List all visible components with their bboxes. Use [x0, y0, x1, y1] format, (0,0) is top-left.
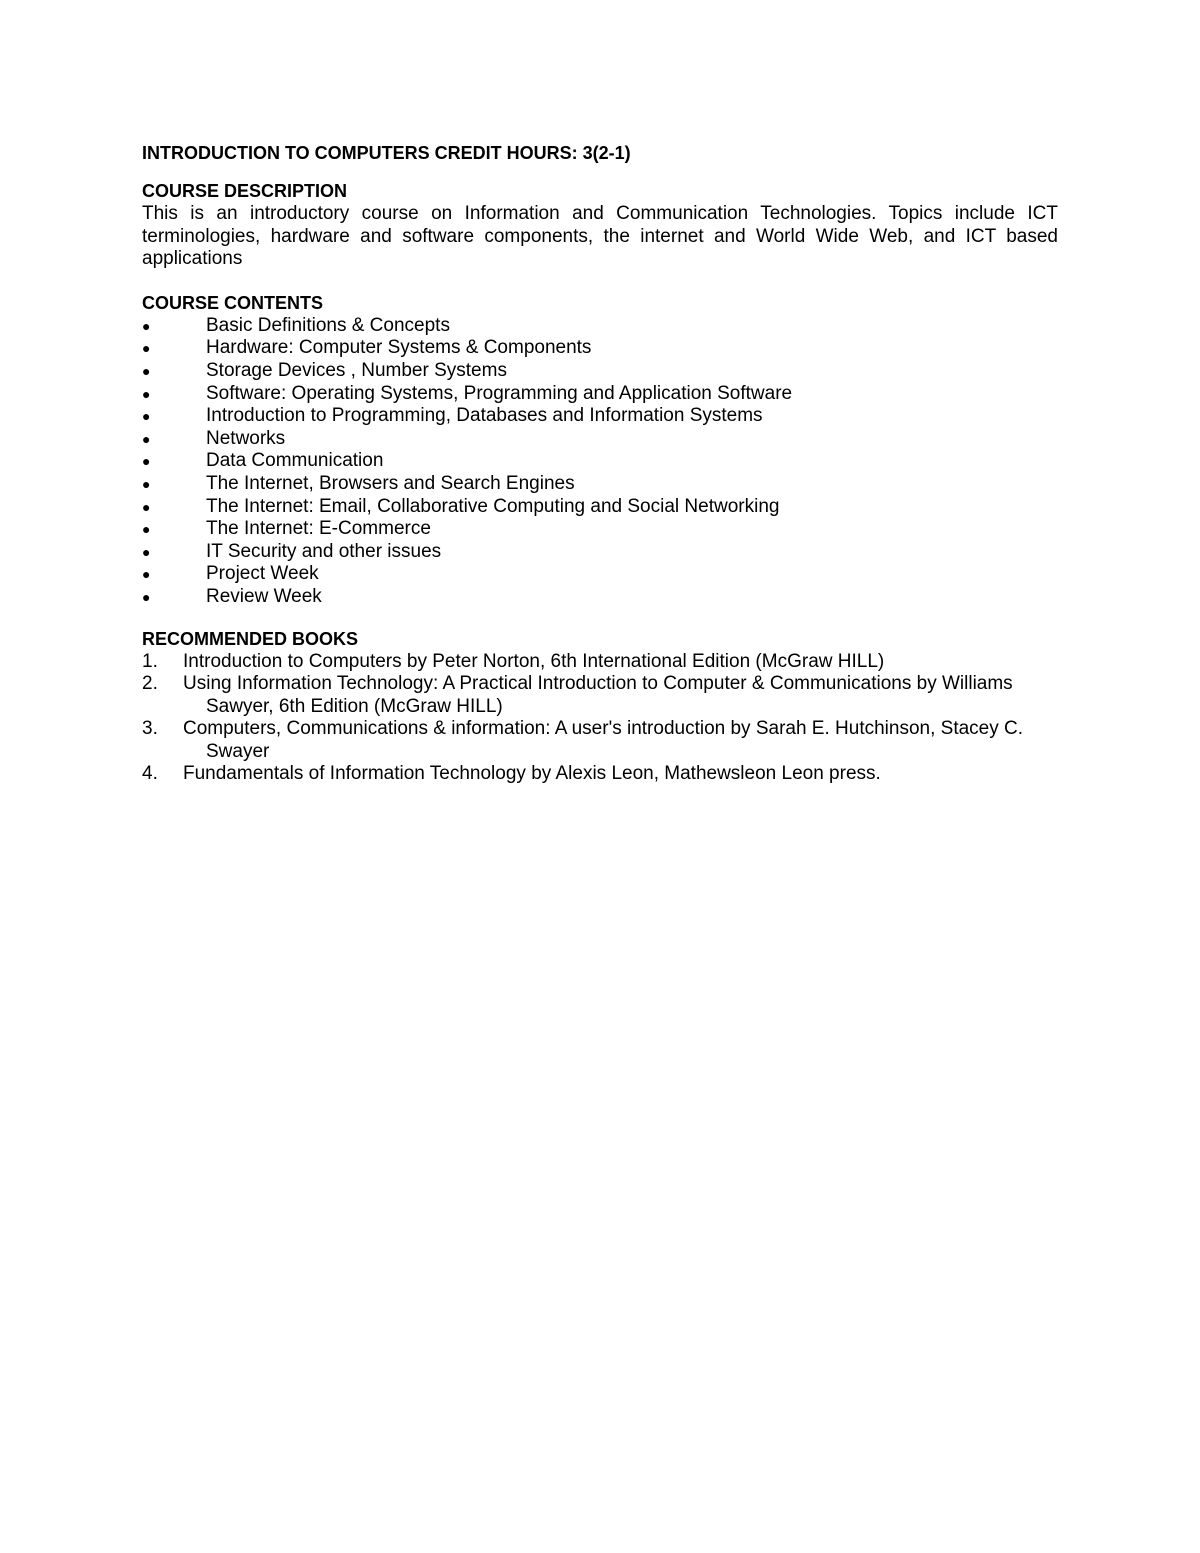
list-item-text: Storage Devices , Number Systems: [206, 359, 507, 381]
list-item-text: Project Week: [206, 563, 319, 585]
list-item: [142, 315, 1058, 338]
list-item: [142, 541, 1058, 564]
book-text: Fundamentals of Information Technology by Alexis Leon, Mathewsleon Leon press.: [183, 763, 881, 785]
list-item: [142, 563, 1058, 586]
document-title: INTRODUCTION TO COMPUTERS CREDIT HOURS: 3(2-1): [142, 143, 631, 163]
list-item: [142, 518, 1058, 541]
book-text: Using Information Technology: A Practical Introduction to Computer & Communications by Williams: [183, 673, 1013, 695]
list-item: [142, 428, 1058, 451]
list-item: [142, 496, 1058, 519]
book-text: Introduction to Computers by Peter Norton, 6th International Edition (McGraw HILL): [183, 650, 885, 672]
list-item-text: Review Week: [206, 585, 322, 607]
list-item-text: Data Communication: [206, 450, 384, 472]
bullet-icon: ●: [142, 498, 151, 515]
book-text: Computers, Communications & information: A user's introduction by Sarah E. Hutchinson, Stacey C.: [183, 718, 1024, 740]
list-item: [142, 360, 1058, 383]
book-item: [142, 651, 1058, 674]
book-number: 3.: [142, 718, 158, 740]
list-item-text: Software: Operating Systems, Programming and Application Software: [206, 382, 793, 404]
bullet-icon: ●: [142, 475, 151, 492]
list-item-text: The Internet: Email, Collaborative Computing and Social Networking: [206, 495, 780, 517]
bullet-icon: ●: [142, 362, 151, 379]
list-item: [142, 473, 1058, 496]
book-number: 2.: [142, 673, 158, 695]
book-number: 4.: [142, 763, 158, 785]
course-description-heading: COURSE DESCRIPTION: [142, 181, 348, 201]
bullet-icon: ●: [142, 340, 151, 357]
list-item-text: The Internet: E-Commerce: [206, 518, 431, 540]
course-description-text: This is an introductory course on Information and Communication Technologies. Topics include ICT terminologies, hardware and software components, the internet and World Wide Web, and ICT based applications: [142, 203, 1058, 270]
list-item-text: The Internet, Browsers and Search Engines: [206, 472, 575, 494]
bullet-icon: ●: [142, 453, 151, 470]
recommended-books-heading: RECOMMENDED BOOKS: [142, 628, 359, 649]
list-item: [142, 383, 1058, 406]
list-item: [142, 450, 1058, 473]
book-item: [142, 718, 1058, 763]
bullet-icon: ●: [142, 385, 151, 402]
course-contents-list: [142, 315, 1058, 609]
course-contents-heading: COURSE CONTENTS: [142, 292, 324, 313]
list-item-text: Hardware: Computer Systems & Components: [206, 337, 592, 359]
list-item-text: Networks: [206, 427, 286, 449]
recommended-books-list: [142, 651, 1058, 787]
bullet-icon: ●: [142, 521, 151, 538]
list-item: [142, 586, 1058, 609]
list-item: [142, 405, 1058, 428]
bullet-icon: ●: [142, 317, 151, 334]
bullet-icon: ●: [142, 543, 151, 560]
book-number: 1.: [142, 650, 158, 672]
book-item: [142, 673, 1058, 718]
bullet-icon: ●: [142, 408, 151, 425]
book-text-continued: Swayer: [206, 740, 270, 762]
book-item: [142, 763, 1058, 786]
list-item: [142, 337, 1058, 360]
bullet-icon: ●: [142, 430, 151, 447]
list-item-text: Introduction to Programming, Databases and Information Systems: [206, 405, 763, 427]
bullet-icon: ●: [142, 566, 151, 583]
document-page: [142, 141, 1058, 786]
list-item-text: IT Security and other issues: [206, 540, 442, 562]
list-item-text: Basic Definitions & Concepts: [206, 314, 450, 336]
bullet-icon: ●: [142, 588, 151, 605]
book-text-continued: Sawyer, 6th Edition (McGraw HILL): [206, 695, 503, 717]
